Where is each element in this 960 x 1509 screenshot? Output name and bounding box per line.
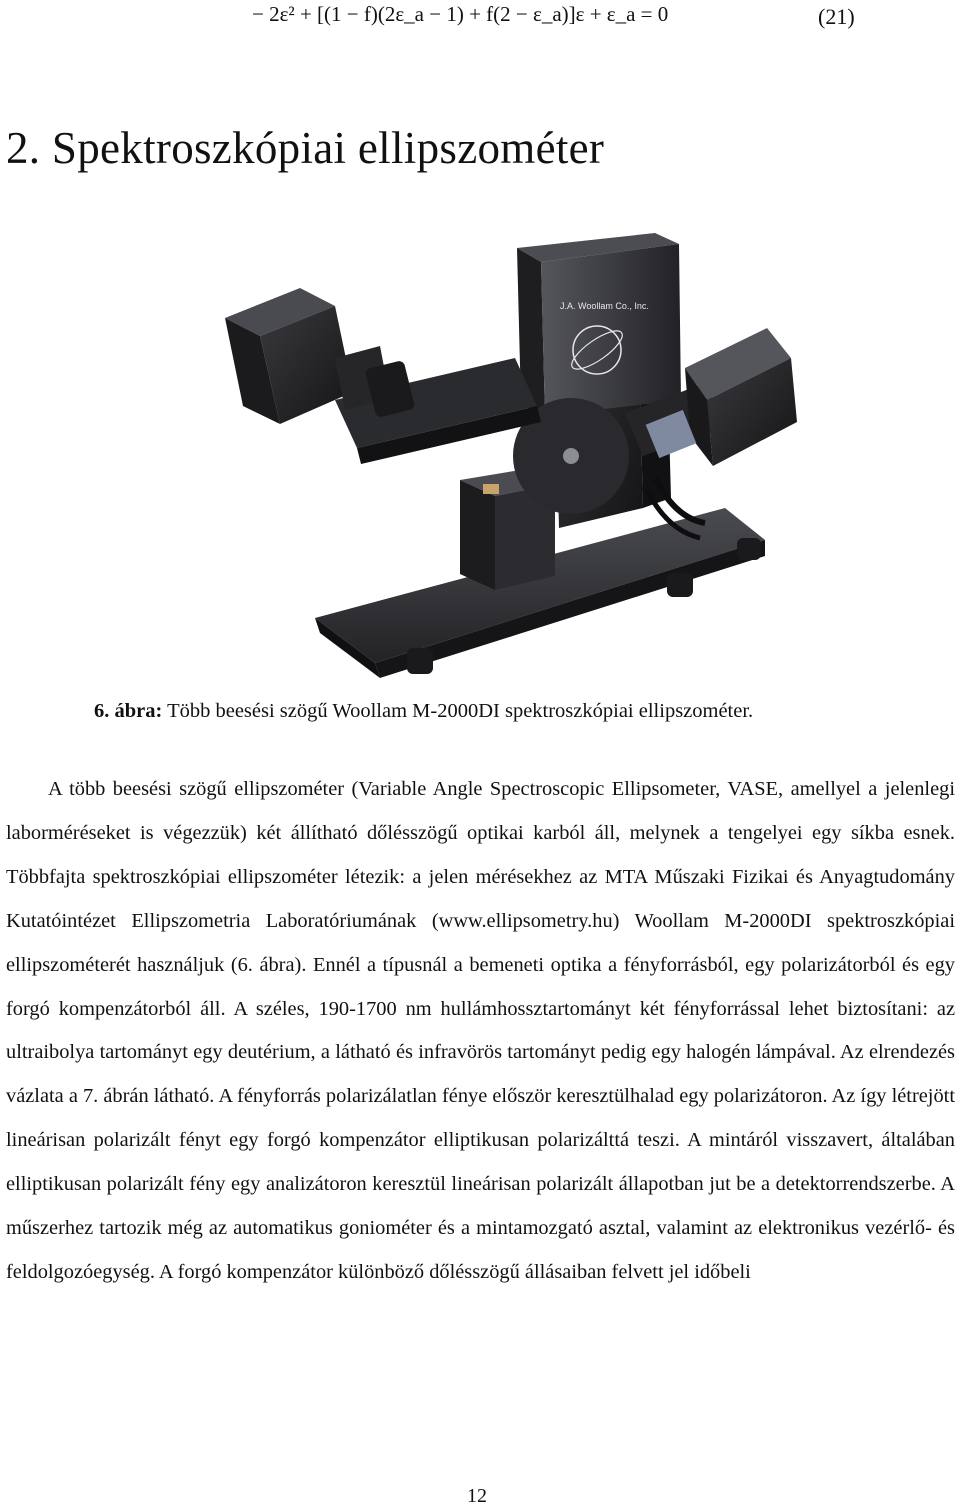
section-heading: 2. Spektroszkópiai ellipszométer: [6, 123, 605, 173]
figure-caption-label: 6. ábra:: [94, 700, 163, 722]
equation-number: (21): [818, 4, 855, 29]
figure-caption: [94, 700, 753, 723]
equation: − 2ε² + [(1 − f)(2ε_a − 1) + f(2 − ε_a)]ε + ε_a = 0: [252, 2, 669, 26]
body-paragraph: A több beesési szögű ellipszométer (Variable Angle Spectroscopic Ellipsometer, VASE, amellyel a jelenlegi laborméréseket is végezzük) két állítható dőlésszögű optikai karból áll, melynek a tengelyei egy síkba esnek. Többfajta spektroszkópiai ellipszométer létezik: a jelen mérésekhez az MTA Műszaki Fizikai és Anyagtudomány Kutatóintézet Ellipszometria Laboratóriumának (www.ellipsometry.hu) Woollam M-2000DI spektroszkópiai ellipszométerét használjuk (6. ábra). Ennél a típusnál a bemeneti optika a fényforrásból, egy polarizátorból és egy forgó kompenzátorból áll. A széles, 190-1700 nm hullámhossztartományt két fényforrással lehet biztosítani: az ultraibolya tartományt egy deutérium, a látható és infravörös tartományt pedig egy halogén lámpával. Az elrendezés vázlata a 7. ábrán látható. A fényforrás polarizálatlan fénye először keresztülhalad egy polarizátoron. Az így létrejött lineárisan polarizált fényt egy forgó kompenzátor elliptikusan polarizálttá teszi. A mintáról visszavert, általában elliptikusan polarizált fény egy analizátoron keresztül lineárisan polarizált állapotban jut be a detektorrendszerbe. A műszerhez tartozik még az automatikus goniométer és a mintamozgató asztal, valamint az elektronikus vezérlő- és feldolgozóegység. A forgó kompenzátor különböző dőlésszögű állásaiban felvett jel időbeli: [6, 778, 955, 1283]
page-number: 12: [467, 1485, 487, 1507]
device-brand-label: J.A. Woollam Co., Inc.: [560, 301, 649, 311]
ellipsometer-photo: [185, 178, 805, 680]
figure-caption-text: Több beesési szögű Woollam M-2000DI spektroszkópiai ellipszométer.: [162, 700, 754, 722]
